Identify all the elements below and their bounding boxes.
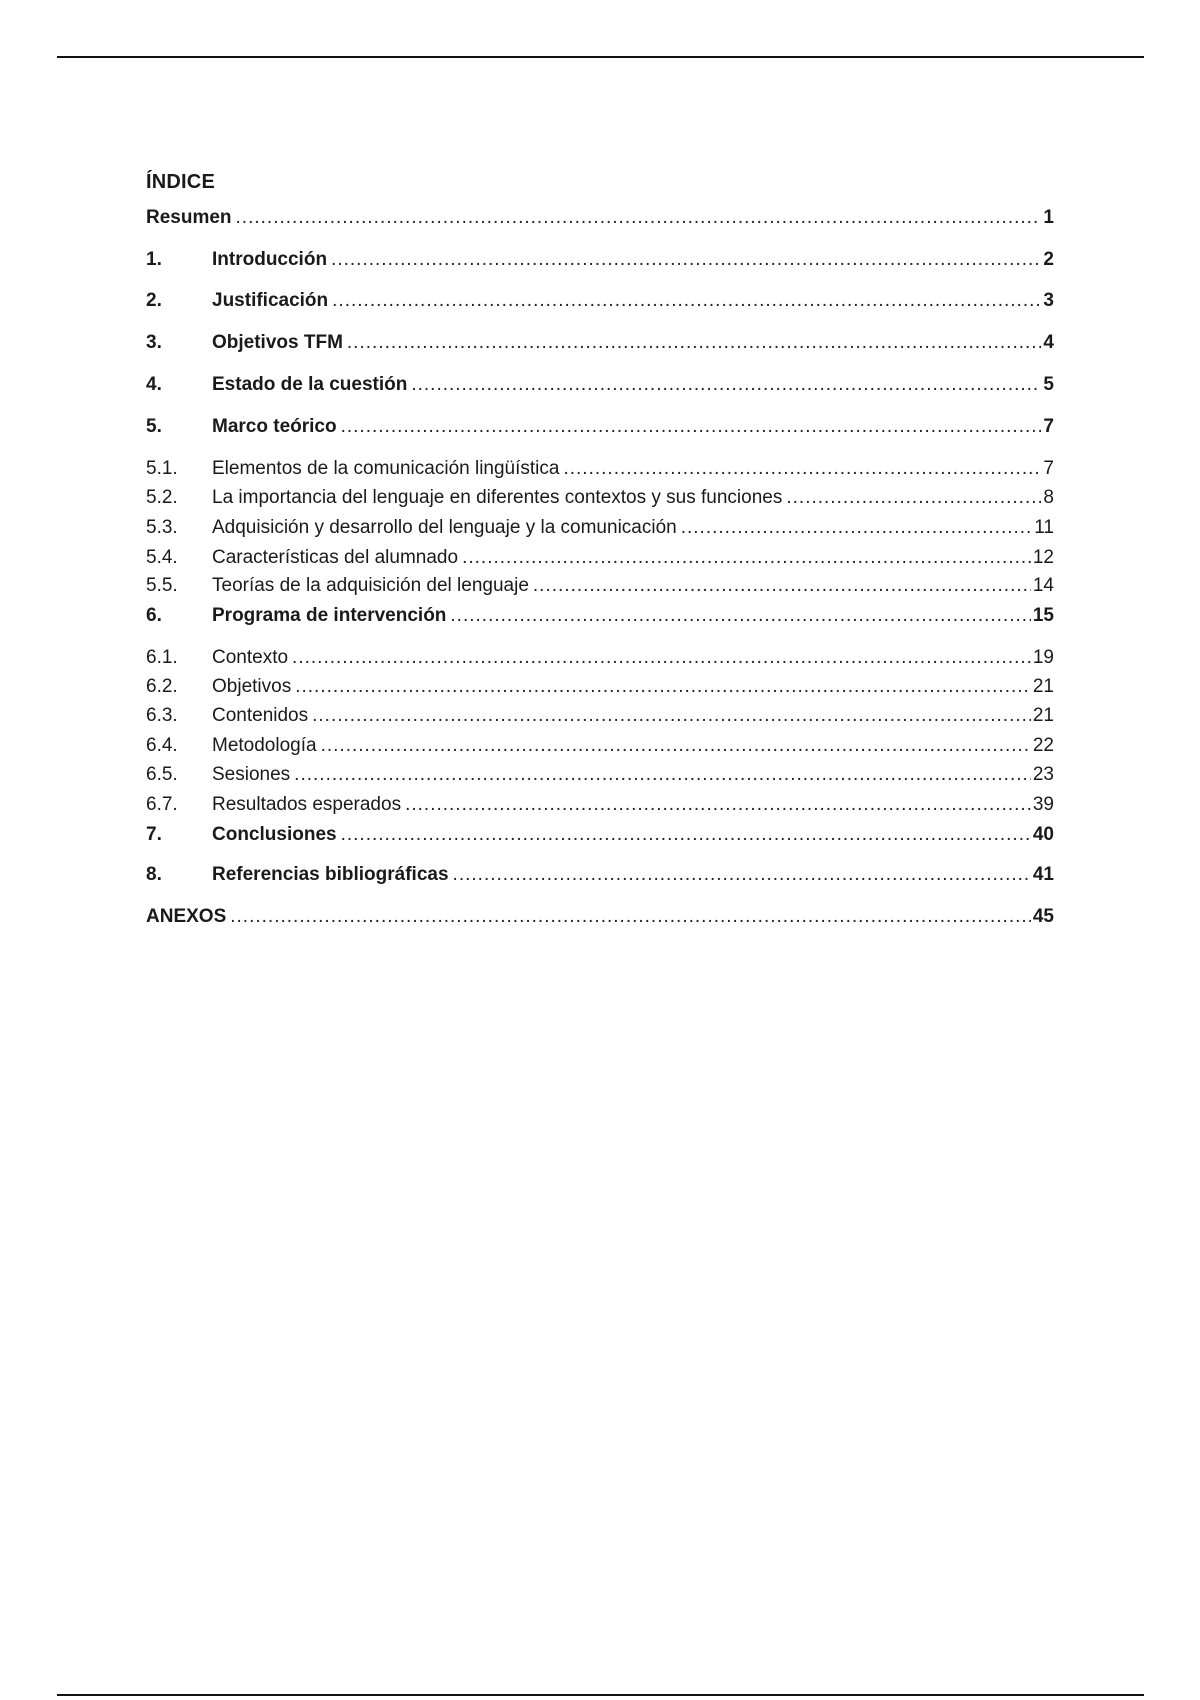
toc-entry[interactable] [146,733,1054,759]
toc-entry-page: 14 [1032,575,1054,596]
toc-entry[interactable] [146,822,1054,848]
toc-entry-label: ANEXOS [146,906,227,927]
toc-dot-leader [331,247,1041,273]
toc-entry[interactable] [146,485,1054,511]
toc-entry-page: 15 [1032,605,1054,626]
toc-entry-label: Metodología [212,735,317,756]
toc-entry-page: 8 [1043,487,1054,508]
toc-dot-leader [321,733,1031,759]
toc-entry-number: 5. [146,416,162,437]
toc-entry-page: 40 [1032,824,1054,845]
toc-entry-page: 23 [1032,764,1054,785]
toc-entry[interactable] [146,645,1054,671]
toc-entry-number: 6.5. [146,764,178,785]
toc-entry-page: 2 [1043,249,1054,270]
toc-entry-page: 5 [1043,374,1054,395]
toc-entry-number: 6.3. [146,705,178,726]
toc-entry-page: 21 [1032,676,1054,697]
toc-entry-label: Adquisición y desarrollo del lenguaje y la comunicación [212,517,677,538]
toc-dot-leader [236,205,1042,231]
toc-entry[interactable] [146,703,1054,729]
toc-entry-label: Teorías de la adquisición del lenguaje [212,575,529,596]
toc-dot-leader [295,674,1031,700]
toc-entry-number: 6.1. [146,647,178,668]
toc-entry-number: 6.4. [146,735,178,756]
toc-entry-label: Contenidos [212,705,309,726]
toc-entry-label: Sesiones [212,764,291,785]
toc-entry-number: 6.2. [146,676,178,697]
toc-dot-leader [450,603,1030,629]
toc-entry-page: 41 [1032,864,1054,885]
toc-entry-page: 1 [1043,207,1054,228]
toc-dot-leader [563,456,1041,482]
toc-dot-leader [312,703,1031,729]
toc-entry-label: La importancia del lenguaje en diferentes contextos y sus funciones [212,487,783,508]
toc-entry-page: 22 [1032,735,1054,756]
toc-dot-leader [453,862,1031,888]
toc-entry-number: 6.7. [146,794,178,815]
toc-entry-page: 7 [1043,458,1054,479]
toc-dot-leader [786,485,1041,511]
toc-dot-leader [462,545,1031,571]
footer-rule [57,1694,1144,1696]
toc-entry-label: Características del alumnado [212,547,459,568]
toc-dot-leader [347,330,1042,356]
toc-dot-leader [292,645,1031,671]
toc-dot-leader [332,288,1041,314]
toc-dot-leader [411,372,1041,398]
toc-entry-label: Introducción [212,249,328,270]
toc-entry-label: Justificación [212,290,329,311]
toc-entry-page: 45 [1032,906,1054,927]
toc-entry[interactable] [146,414,1054,440]
toc-entry-label: Referencias bibliográficas [212,864,449,885]
toc-entry-number: 5.1. [146,458,178,479]
toc-entry-label: Objetivos [212,676,292,697]
toc-entry[interactable] [146,862,1054,888]
toc-dot-leader [341,414,1042,440]
toc-entry[interactable] [146,603,1054,629]
header-rule [57,56,1144,58]
toc-entry[interactable] [146,372,1054,398]
toc-entry-page: 7 [1043,416,1054,437]
toc-entry[interactable] [146,288,1054,314]
toc-entry[interactable] [146,792,1054,818]
toc-entry-number: 5.2. [146,487,178,508]
toc-entry-number: 5.4. [146,547,178,568]
toc-entry-number: 5.3. [146,517,178,538]
toc-entry-page: 3 [1043,290,1054,311]
toc-entry[interactable] [146,205,1054,231]
toc-dot-leader [681,515,1033,541]
toc-entry-number: 2. [146,290,162,311]
toc-entry-page: 39 [1032,794,1054,815]
toc-entry[interactable] [146,573,1054,599]
toc-entry[interactable] [146,545,1054,571]
toc-entry-label: Programa de intervención [212,605,447,626]
toc-entry[interactable] [146,674,1054,700]
toc-entry-label: Resumen [146,207,232,228]
toc-entry-number: 3. [146,332,162,353]
toc-entry[interactable] [146,515,1054,541]
toc-entry[interactable] [146,456,1054,482]
toc-dot-leader [294,762,1031,788]
toc-entry-page: 11 [1034,517,1054,538]
toc-entry-number: 4. [146,374,162,395]
toc-dot-leader [230,904,1031,930]
toc-entry[interactable] [146,762,1054,788]
toc-entry-number: 5.5. [146,575,178,596]
toc-dot-leader [341,822,1031,848]
toc-entry-number: 1. [146,249,162,270]
toc-entry[interactable] [146,904,1054,930]
toc-dot-leader [533,573,1031,599]
toc-entry-number: 7. [146,824,162,845]
toc-entry-label: Marco teórico [212,416,337,437]
toc-title: ÍNDICE [146,171,215,193]
toc-entry-page: 4 [1043,332,1054,353]
toc-entry-label: Resultados esperados [212,794,402,815]
toc-dot-leader [405,792,1031,818]
toc-entry-label: Contexto [212,647,289,668]
toc-entry-page: 12 [1032,547,1054,568]
toc-entry[interactable] [146,247,1054,273]
toc-entry[interactable] [146,330,1054,356]
toc-entry-label: Conclusiones [212,824,337,845]
toc-entry-label: Elementos de la comunicación lingüística [212,458,560,479]
toc-entry-label: Estado de la cuestión [212,374,408,395]
toc-entry-page: 19 [1032,647,1054,668]
toc-entry-page: 21 [1032,705,1054,726]
toc-entry-label: Objetivos TFM [212,332,343,353]
toc-entry-number: 6. [146,605,162,626]
toc-entry-number: 8. [146,864,162,885]
